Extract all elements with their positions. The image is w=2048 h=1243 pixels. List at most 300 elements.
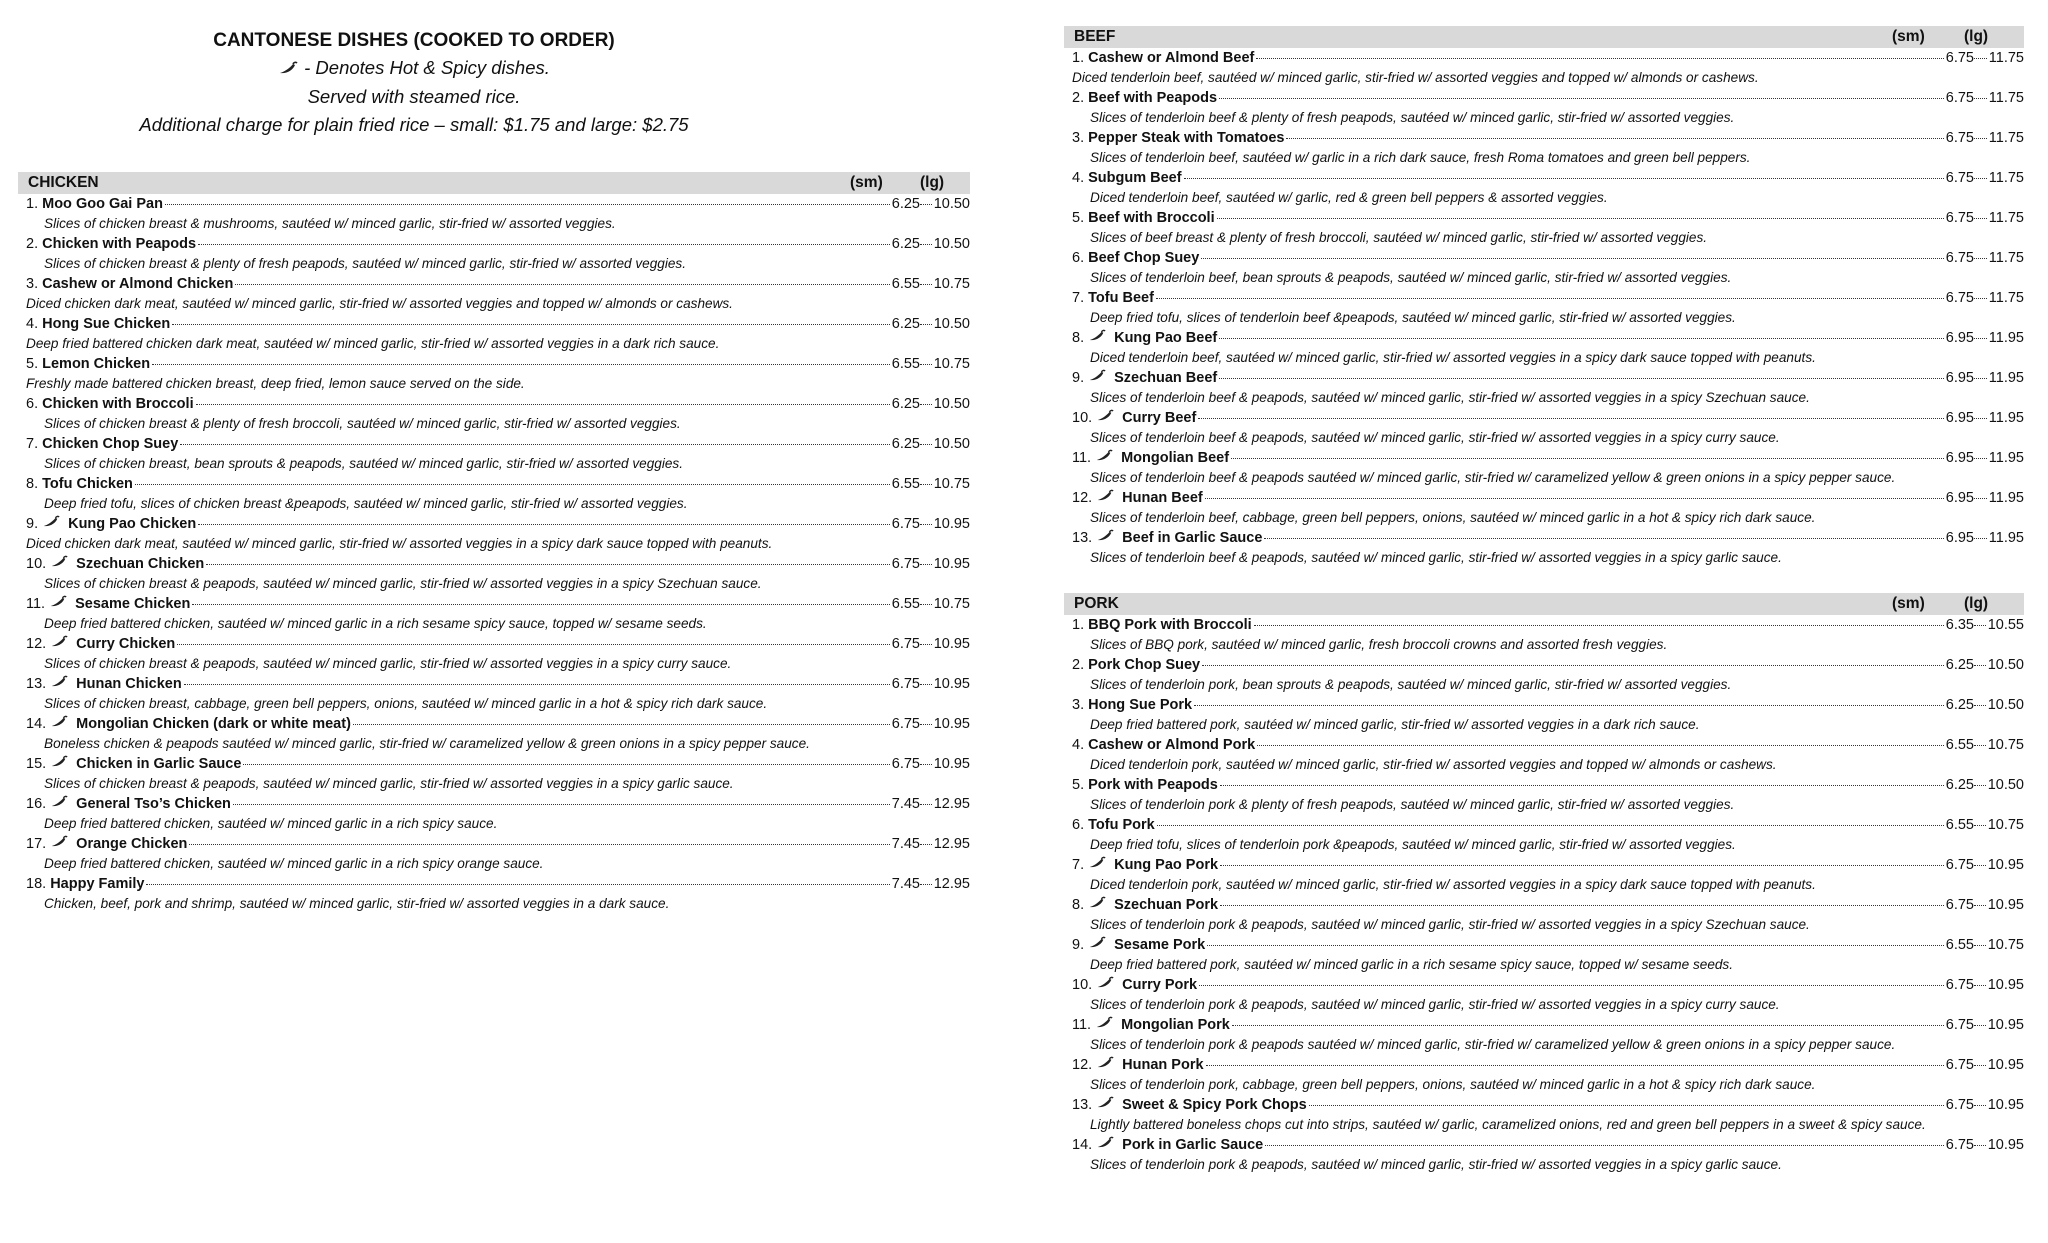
dot-leader — [172, 324, 890, 325]
dot-leader — [1974, 665, 1986, 666]
item-name: BBQ Pork with Broccoli — [1088, 617, 1252, 633]
item-name: Hunan Beef — [1122, 490, 1203, 506]
chili-pepper-icon — [50, 714, 68, 734]
large-price-wrap — [1974, 48, 2024, 68]
large-price: 11.75 — [1988, 250, 2024, 266]
large-price: 11.75 — [1988, 130, 2024, 146]
dot-leader — [1974, 218, 1987, 219]
menu-item-row — [1064, 48, 2024, 68]
item-name: Szechuan Pork — [1114, 897, 1219, 913]
item-name: Curry Beef — [1122, 410, 1197, 426]
item-line — [26, 554, 920, 574]
dot-leader — [1974, 1065, 1986, 1066]
large-price-wrap — [1974, 88, 2024, 108]
small-price: 7.45 — [891, 836, 920, 853]
dot-leader — [1286, 138, 1943, 139]
item-line — [26, 754, 920, 774]
chili-pepper-icon — [1088, 328, 1106, 348]
menu-item — [18, 234, 970, 274]
small-price: 6.75 — [1945, 250, 1974, 266]
small-price: 6.75 — [1945, 897, 1974, 913]
dot-leader — [180, 444, 889, 445]
menu-item-row — [18, 274, 970, 294]
large-price-wrap — [920, 474, 970, 494]
item-name: Hunan Chicken — [76, 676, 182, 693]
large-price: 11.95 — [1988, 370, 2024, 386]
large-price: 10.95 — [933, 756, 970, 773]
section-header — [1064, 26, 2024, 48]
menu-item — [18, 194, 970, 234]
menu-item-row — [1064, 655, 2024, 675]
small-price: 6.55 — [891, 476, 920, 493]
chili-pepper-icon — [50, 834, 68, 854]
small-price: 6.75 — [1945, 50, 1974, 66]
item-line — [1072, 128, 1974, 148]
dot-leader — [1217, 218, 1944, 219]
small-price: 6.75 — [891, 756, 920, 773]
chili-pepper-icon — [1096, 1095, 1114, 1115]
menu-item-row — [1064, 1015, 2024, 1035]
menu-item — [1064, 975, 2024, 1015]
item-name: Kung Pao Chicken — [68, 516, 197, 533]
small-size-label: (sm) — [1892, 28, 1925, 45]
large-price: 10.50 — [1987, 657, 2024, 673]
item-name: Tofu Beef — [1088, 290, 1154, 306]
dot-leader — [1156, 298, 1944, 299]
large-price: 11.95 — [1988, 490, 2024, 506]
large-price: 11.95 — [1988, 530, 2024, 546]
item-number: 12. — [1072, 1057, 1093, 1073]
small-price: 6.35 — [1945, 617, 1974, 633]
menu-item — [1064, 935, 2024, 975]
large-price: 10.95 — [933, 636, 970, 653]
item-description: Diced tenderloin beef, sautéed w/ garlic, red & green bell peppers & assorted veggies. — [1090, 190, 1608, 205]
dot-leader — [1974, 1145, 1986, 1146]
large-price: 10.75 — [933, 596, 970, 613]
dot-leader — [1974, 458, 1987, 459]
dot-leader — [920, 644, 932, 645]
item-number: 8. — [1072, 330, 1085, 346]
dot-leader — [1974, 418, 1987, 419]
large-price-wrap — [920, 874, 970, 894]
chili-pepper-icon — [1096, 488, 1114, 508]
menu-item-row — [18, 874, 970, 894]
chili-pepper-icon — [1096, 1055, 1114, 1075]
menu-item-row — [1064, 488, 2024, 508]
small-price: 6.75 — [1945, 210, 1974, 226]
item-name: Pork with Peapods — [1088, 777, 1218, 793]
item-name: Mongolian Pork — [1121, 1017, 1230, 1033]
dot-leader — [920, 604, 932, 605]
small-price: 6.75 — [1945, 1057, 1974, 1073]
menu-item — [18, 434, 970, 474]
dot-leader — [165, 204, 890, 205]
large-price: 10.75 — [1987, 737, 2024, 753]
small-price: 6.25 — [891, 396, 920, 413]
served-note: Served with steamed rice. — [307, 86, 521, 108]
dot-leader — [920, 244, 932, 245]
menu-item-row — [18, 394, 970, 414]
item-line — [26, 354, 920, 374]
chili-pepper-icon — [50, 674, 68, 694]
dot-leader — [1974, 825, 1986, 826]
small-price: 6.55 — [891, 276, 920, 293]
large-price-wrap — [920, 354, 970, 374]
large-price: 11.75 — [1988, 90, 2024, 106]
item-line — [1072, 168, 1974, 188]
large-price-wrap — [1974, 1135, 2024, 1155]
menu-item-row — [1064, 248, 2024, 268]
dot-leader — [1257, 745, 1944, 746]
menu-item-row — [18, 834, 970, 854]
item-name: Lemon Chicken — [42, 356, 151, 373]
small-price: 6.25 — [1945, 777, 1974, 793]
chili-pepper-icon — [50, 634, 68, 654]
large-price-wrap — [920, 514, 970, 534]
large-price: 10.50 — [933, 316, 970, 333]
large-price: 11.95 — [1988, 410, 2024, 426]
small-price: 6.25 — [891, 196, 920, 213]
small-price: 6.25 — [891, 236, 920, 253]
menu-item — [1064, 368, 2024, 408]
dot-leader — [192, 604, 889, 605]
item-description: Deep fried battered pork, sautéed w/ minced garlic, stir-fried w/ assorted veggies in a dark rich sauce. — [1090, 717, 1700, 732]
dot-leader — [1265, 1145, 1944, 1146]
large-size-label: (lg) — [1964, 28, 1989, 45]
left-column — [18, 0, 970, 914]
item-number: 4. — [1072, 737, 1085, 753]
dot-leader — [1254, 625, 1944, 626]
item-description: Slices of BBQ pork, sautéed w/ minced garlic, fresh broccoli crowns and assorted fresh veggies. — [1090, 637, 1668, 652]
small-price: 6.95 — [1945, 410, 1974, 426]
dot-leader — [1219, 338, 1944, 339]
large-price-wrap — [1974, 935, 2024, 955]
item-number: 1. — [1072, 50, 1085, 66]
menu-item-row — [18, 514, 970, 534]
dot-leader — [1206, 1065, 1944, 1066]
item-line — [1072, 48, 1974, 68]
large-price-wrap — [920, 794, 970, 814]
small-price: 6.95 — [1945, 530, 1974, 546]
menu-item-row — [18, 674, 970, 694]
chili-pepper-icon — [49, 594, 67, 614]
item-name: Kung Pao Beef — [1114, 330, 1218, 346]
item-number: 11. — [26, 596, 46, 613]
large-price: 10.75 — [933, 276, 970, 293]
menu-item-row — [18, 714, 970, 734]
large-price: 10.95 — [1987, 1137, 2024, 1153]
small-price: 6.25 — [1945, 697, 1974, 713]
item-number: 9. — [1072, 937, 1085, 953]
dot-leader — [146, 884, 889, 885]
large-price-wrap — [1974, 895, 2024, 915]
item-number: 2. — [1072, 657, 1085, 673]
item-name: Kung Pao Pork — [1114, 857, 1219, 873]
item-name: Chicken in Garlic Sauce — [76, 756, 242, 773]
large-price-wrap — [920, 554, 970, 574]
dot-leader — [920, 844, 932, 845]
item-name: Cashew or Almond Chicken — [42, 276, 234, 293]
large-price: 10.95 — [1987, 1097, 2024, 1113]
large-price: 11.75 — [1988, 50, 2024, 66]
chili-pepper-icon — [1095, 448, 1113, 468]
item-description: Slices of tenderloin pork & peapods sautéed w/ minced garlic, stir-fried w/ caramelized yellow & green onions in a spicy pepper sauce. — [1090, 1037, 1896, 1052]
dot-leader — [1309, 1105, 1944, 1106]
menu-item — [1064, 1135, 2024, 1175]
menu-item — [18, 834, 970, 874]
beef-items — [1064, 48, 2024, 568]
large-price-wrap — [1974, 248, 2024, 268]
menu-item — [1064, 168, 2024, 208]
item-line — [1072, 855, 1974, 875]
large-price: 10.75 — [933, 356, 970, 373]
large-price-wrap — [920, 194, 970, 214]
large-price-wrap — [1974, 328, 2024, 348]
menu-item — [18, 874, 970, 914]
item-number: 3. — [1072, 130, 1085, 146]
item-number: 11. — [1072, 1017, 1092, 1033]
menu-item-row — [1064, 448, 2024, 468]
item-number: 14. — [1072, 1137, 1093, 1153]
large-price-wrap — [1974, 128, 2024, 148]
item-number: 16. — [26, 796, 47, 813]
large-price: 10.95 — [1987, 977, 2024, 993]
menu-item-row — [1064, 855, 2024, 875]
menu-item — [1064, 855, 2024, 895]
item-line — [1072, 775, 1974, 795]
dot-leader — [1974, 498, 1987, 499]
small-price: 6.95 — [1945, 330, 1974, 346]
menu-item-row — [1064, 1055, 2024, 1075]
dot-leader — [1974, 538, 1987, 539]
small-price: 6.75 — [1945, 977, 1974, 993]
item-description: Deep fried battered chicken, sautéed w/ minced garlic in a rich sesame spicy sauce, topped w/ sesame seeds. — [44, 616, 707, 632]
dot-leader — [1974, 98, 1987, 99]
small-price: 6.25 — [891, 436, 920, 453]
menu-item-row — [1064, 775, 2024, 795]
menu-item — [1064, 615, 2024, 655]
menu-item-row — [18, 554, 970, 574]
dot-leader — [1974, 785, 1986, 786]
dot-leader — [1974, 985, 1986, 986]
item-name: Cashew or Almond Beef — [1088, 50, 1255, 66]
large-price-wrap — [1974, 448, 2024, 468]
item-number: 9. — [26, 516, 39, 533]
dot-leader — [1184, 178, 1944, 179]
menu-item — [1064, 88, 2024, 128]
chili-pepper-icon — [1096, 975, 1114, 995]
item-line — [1072, 488, 1974, 508]
menu-item — [1064, 448, 2024, 488]
large-price-wrap — [920, 594, 970, 614]
dot-leader — [920, 404, 932, 405]
item-line — [26, 234, 920, 254]
item-description: Slices of tenderloin beef & peapods sautéed w/ minced garlic, stir-fried w/ caramelized yellow & green onions in a spicy pepper sauce. — [1090, 470, 1896, 485]
large-price-wrap — [920, 394, 970, 414]
item-number: 7. — [26, 436, 39, 453]
dot-leader — [1157, 825, 1944, 826]
item-description: Slices of tenderloin beef, bean sprouts & peapods, sautéed w/ minced garlic, stir-fried w/ assorted veggies. — [1090, 270, 1732, 285]
dot-leader — [1232, 1025, 1944, 1026]
large-price-wrap — [1974, 368, 2024, 388]
small-price: 6.75 — [1945, 1137, 1974, 1153]
dot-leader — [233, 804, 890, 805]
item-line — [1072, 408, 1974, 428]
item-name: Tofu Chicken — [42, 476, 133, 493]
chili-pepper-icon — [50, 754, 68, 774]
item-name: Curry Pork — [1122, 977, 1198, 993]
item-line — [1072, 368, 1974, 388]
small-price: 6.55 — [1945, 737, 1974, 753]
section-title: PORK — [1074, 595, 1119, 612]
dot-leader — [920, 484, 932, 485]
pork-section — [1064, 593, 2024, 1175]
large-price-wrap — [1974, 1015, 2024, 1035]
menu-item-row — [18, 794, 970, 814]
dot-leader — [198, 244, 890, 245]
menu-item-row — [18, 634, 970, 654]
item-number: 6. — [1072, 250, 1085, 266]
menu-item-row — [1064, 1135, 2024, 1155]
item-number: 4. — [1072, 170, 1085, 186]
item-name: Pork Chop Suey — [1088, 657, 1201, 673]
dot-leader — [1974, 945, 1986, 946]
extra-charge-note: Additional charge for plain fried rice – small: $1.75 and large: $2.75 — [139, 114, 689, 136]
small-price: 6.95 — [1945, 450, 1974, 466]
item-line — [1072, 1135, 1974, 1155]
item-description: Slices of beef breast & plenty of fresh broccoli, sautéed w/ minced garlic, stir-fried w/ assorted veggies. — [1090, 230, 1708, 245]
small-price: 6.75 — [1945, 130, 1974, 146]
dot-leader — [920, 884, 932, 885]
dot-leader — [920, 524, 932, 525]
item-number: 9. — [1072, 370, 1085, 386]
item-number: 5. — [1072, 777, 1085, 793]
dot-leader — [189, 844, 889, 845]
large-price-wrap — [920, 834, 970, 854]
menu-item-row — [1064, 208, 2024, 228]
item-name: Moo Goo Gai Pan — [42, 196, 163, 213]
item-description: Diced tenderloin beef, sautéed w/ minced garlic, stir-fried w/ assorted veggies and topped w/ almonds or cashews. — [1072, 70, 1759, 85]
chili-pepper-icon — [1088, 368, 1106, 388]
item-description: Slices of chicken breast & plenty of fresh peapods, sautéed w/ minced garlic, stir-fried w/ assorted veggies. — [44, 256, 686, 272]
item-name: Beef Chop Suey — [1088, 250, 1200, 266]
small-price: 6.75 — [1945, 1017, 1974, 1033]
small-price: 6.75 — [1945, 290, 1974, 306]
dot-leader — [1974, 258, 1987, 259]
menu-item-row — [1064, 328, 2024, 348]
chicken-section — [18, 172, 970, 914]
item-description: Slices of tenderloin beef, sautéed w/ garlic in a rich dark sauce, fresh Roma tomatoes and green bell peppers. — [1090, 150, 1751, 165]
large-price-wrap — [920, 674, 970, 694]
dot-leader — [1202, 665, 1944, 666]
chicken-items — [18, 194, 970, 914]
dot-leader — [1205, 498, 1944, 499]
menu-item — [1064, 288, 2024, 328]
item-line — [26, 874, 920, 894]
large-price: 10.95 — [933, 556, 970, 573]
item-name: Hong Sue Chicken — [42, 316, 171, 333]
chili-pepper-icon — [1096, 528, 1114, 548]
menu-item-row — [1064, 88, 2024, 108]
dot-leader — [920, 444, 932, 445]
dot-leader — [920, 204, 932, 205]
item-line — [1072, 528, 1974, 548]
item-number: 13. — [1072, 530, 1093, 546]
large-price: 11.75 — [1988, 210, 2024, 226]
item-name: Szechuan Beef — [1114, 370, 1218, 386]
large-price-wrap — [920, 754, 970, 774]
item-number: 6. — [1072, 817, 1085, 833]
item-name: Chicken Chop Suey — [42, 436, 179, 453]
item-line — [1072, 735, 1974, 755]
item-number: 12. — [26, 636, 47, 653]
dot-leader — [1219, 378, 1944, 379]
small-price: 6.55 — [1945, 817, 1974, 833]
item-line — [1072, 615, 1974, 635]
menu-item — [1064, 488, 2024, 528]
item-description: Slices of chicken breast, cabbage, green bell peppers, onions, sautéed w/ minced garlic in a hot & spicy rich dark sauce. — [44, 696, 768, 712]
beef-section — [1064, 26, 2024, 568]
spicy-legend-text: - Denotes Hot & Spicy dishes. — [304, 57, 550, 78]
dot-leader — [206, 564, 889, 565]
large-price: 10.95 — [1987, 1017, 2024, 1033]
dot-leader — [152, 364, 890, 365]
dot-leader — [184, 684, 890, 685]
large-price-wrap — [1974, 288, 2024, 308]
dot-leader — [1974, 298, 1987, 299]
small-price: 6.95 — [1945, 370, 1974, 386]
chili-pepper-icon — [1088, 935, 1106, 955]
menu-item-row — [18, 594, 970, 614]
menu-item — [1064, 775, 2024, 815]
large-price: 12.95 — [933, 876, 970, 893]
large-price: 10.55 — [1987, 617, 2024, 633]
item-number: 4. — [26, 316, 39, 333]
item-line — [1072, 248, 1974, 268]
menu-item-row — [1064, 895, 2024, 915]
item-line — [1072, 655, 1974, 675]
item-line — [26, 394, 920, 414]
chili-pepper-icon — [1088, 895, 1106, 915]
large-price: 10.50 — [933, 396, 970, 413]
dot-leader — [1974, 58, 1987, 59]
dot-leader — [920, 284, 932, 285]
large-price: 10.50 — [1987, 777, 2024, 793]
item-number: 13. — [1072, 1097, 1093, 1113]
large-price-wrap — [1974, 775, 2024, 795]
large-price: 12.95 — [933, 796, 970, 813]
dot-leader — [920, 364, 932, 365]
menu-item — [1064, 895, 2024, 935]
small-price: 6.25 — [891, 316, 920, 333]
item-description: Lightly battered boneless chops cut into strips, sautéed w/ garlic, caramelized onions, red and green bell peppers in a sweet & spicy sauce. — [1090, 1117, 1926, 1132]
large-price-wrap — [1974, 408, 2024, 428]
menu-item — [1064, 1015, 2024, 1055]
dot-leader — [198, 524, 890, 525]
dot-leader — [196, 404, 890, 405]
large-price-wrap — [1974, 815, 2024, 835]
chili-pepper-icon — [278, 55, 298, 83]
item-description: Slices of chicken breast & peapods, sautéed w/ minced garlic, stir-fried w/ assorted veggies in a spicy curry sauce. — [44, 656, 732, 672]
menu-item — [18, 554, 970, 594]
menu-item — [18, 514, 970, 554]
dot-leader — [1219, 98, 1944, 99]
dot-leader — [1264, 538, 1943, 539]
chili-pepper-icon — [1096, 408, 1114, 428]
dot-leader — [1974, 1025, 1986, 1026]
menu-item-row — [1064, 528, 2024, 548]
dot-leader — [1974, 138, 1987, 139]
